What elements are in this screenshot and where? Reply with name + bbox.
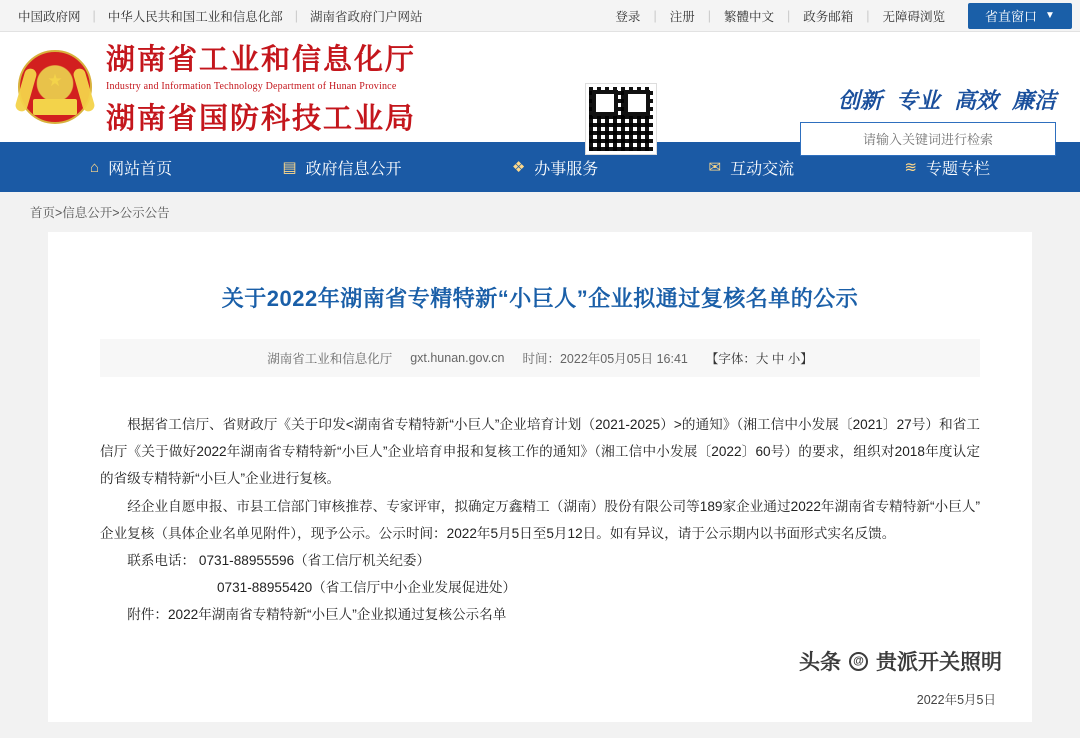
- article-card: [48, 232, 1032, 722]
- slogan-group: [838, 84, 1056, 115]
- gov-mail-link[interactable]: 政务邮箱: [803, 9, 854, 24]
- meta-time: 时间：2022年05月05日 16:41: [522, 352, 688, 366]
- top-link-hunan-gov[interactable]: 湖南省政府门户网站: [310, 9, 423, 24]
- qr-code-icon[interactable]: [586, 84, 656, 154]
- site-title-block: [106, 37, 416, 137]
- nav-label-services: 办事服务: [534, 160, 599, 178]
- divider: |: [653, 8, 657, 23]
- search-input[interactable]: [801, 123, 1055, 155]
- province-window-label: 省直窗口: [985, 9, 1038, 24]
- nav-item-home[interactable]: [60, 156, 202, 179]
- chat-icon: ✉: [708, 159, 722, 176]
- divider: |: [294, 8, 299, 23]
- contact-line-2: 0731-88955420（省工信厅中小企业发展促进处）: [216, 580, 517, 596]
- slogan-word-3: 高效: [953, 88, 998, 113]
- register-link[interactable]: 注册: [669, 9, 695, 24]
- site-title-cn-1: 湖南省工业和信息化厅: [106, 44, 417, 76]
- at-icon: @: [849, 652, 868, 671]
- divider: |: [92, 8, 96, 23]
- nav-label-interaction: 互动交流: [730, 160, 795, 178]
- divider: |: [866, 8, 870, 23]
- slogan-word-4: 廉洁: [1011, 88, 1056, 113]
- article-meta: [100, 339, 980, 377]
- layers-icon: ≋: [904, 159, 917, 176]
- top-link-miit[interactable]: 中华人民共和国工业和信息化部: [107, 9, 283, 24]
- font-size-switcher[interactable]: 【字体：大 中 小】: [705, 352, 813, 366]
- slogan-word-2: 专业: [895, 88, 940, 113]
- divider: |: [707, 8, 711, 23]
- publish-date: 2022年5月5日: [916, 693, 996, 707]
- site-header: [0, 32, 1080, 142]
- top-left-links: [6, 7, 435, 25]
- watermark-brand: 头条: [799, 651, 841, 674]
- nav-label-home: 网站首页: [108, 160, 173, 178]
- nav-item-topics[interactable]: [874, 156, 1020, 179]
- meta-source: 湖南省工业和信息化厅: [267, 352, 393, 366]
- accessibility-link[interactable]: 无障碍浏览: [882, 9, 945, 24]
- slogan-word-1: 创新: [837, 88, 882, 113]
- attachment-link[interactable]: 附件：2022年湖南省专精特新“小巨人”企业拟通过复核公示名单: [127, 607, 507, 623]
- chevron-down-icon: ▼: [1045, 10, 1055, 21]
- article-body: [100, 411, 980, 629]
- page-title: 关于2022年湖南省专精特新“小巨人”企业拟通过复核名单的公示: [221, 286, 859, 311]
- site-title-cn-2: 湖南省国防科技工业局: [106, 103, 417, 135]
- nav-label-gov-info: 政府信息公开: [305, 160, 402, 178]
- nav-item-services[interactable]: [482, 156, 628, 179]
- article-paragraph-1: 根据省工信厅、省财政厅《关于印发<湖南省专精特新“小巨人”企业培育计划（2021-2025）>的通知》（湘工信中小发展〔2021〕27号）和省工信厅《关于做好2022年湖南省专精特新“小巨人”企业培育申报和复核工作的通知》（湘工信中小发展〔2022〕60号）的要求，组织对2018年度认定的省级专精特新“小巨人”企业进行复核。: [100, 417, 980, 487]
- meta-domain: gxt.hunan.gov.cn: [410, 351, 505, 365]
- nav-item-interaction[interactable]: [679, 156, 825, 179]
- top-link-china-gov[interactable]: 中国政府网: [18, 9, 81, 24]
- top-right-links: [602, 0, 1080, 31]
- login-link[interactable]: 登录: [615, 9, 641, 24]
- watermark: [799, 646, 1002, 676]
- contact-line-1: 联系电话： 0731-88955596（省工信厅机关纪委）: [127, 552, 431, 568]
- nav-label-topics: 专题专栏: [925, 160, 990, 178]
- home-icon: ⌂: [90, 158, 100, 176]
- nav-item-gov-info[interactable]: [252, 156, 431, 179]
- national-emblem-icon: ★: [18, 50, 92, 124]
- province-window-select[interactable]: [968, 3, 1072, 29]
- search-box[interactable]: [800, 122, 1056, 156]
- service-icon: ❖: [511, 159, 526, 176]
- breadcrumb[interactable]: 首页>信息公开>公示公告: [0, 192, 1080, 232]
- traditional-chinese-link[interactable]: 繁體中文: [723, 9, 774, 24]
- document-icon: ▤: [282, 159, 297, 176]
- article-paragraph-2: 经企业自愿申报、市县工信部门审核推荐、专家评审，拟确定万鑫精工（湖南）股份有限公司等189家企业通过2022年湖南省专精特新“小巨人”企业复核（具体企业名单见附件），现予公示。公示时间：2022年5月5日至5月12日。如有异议，请于公示期内以书面形式实名反馈。: [100, 498, 980, 541]
- divider: |: [786, 8, 791, 23]
- top-utility-bar: [0, 0, 1080, 32]
- site-title-en: Industry and Information Technology Department of Hunan Province: [106, 81, 397, 92]
- watermark-author: 贵派开关照明: [876, 651, 1002, 674]
